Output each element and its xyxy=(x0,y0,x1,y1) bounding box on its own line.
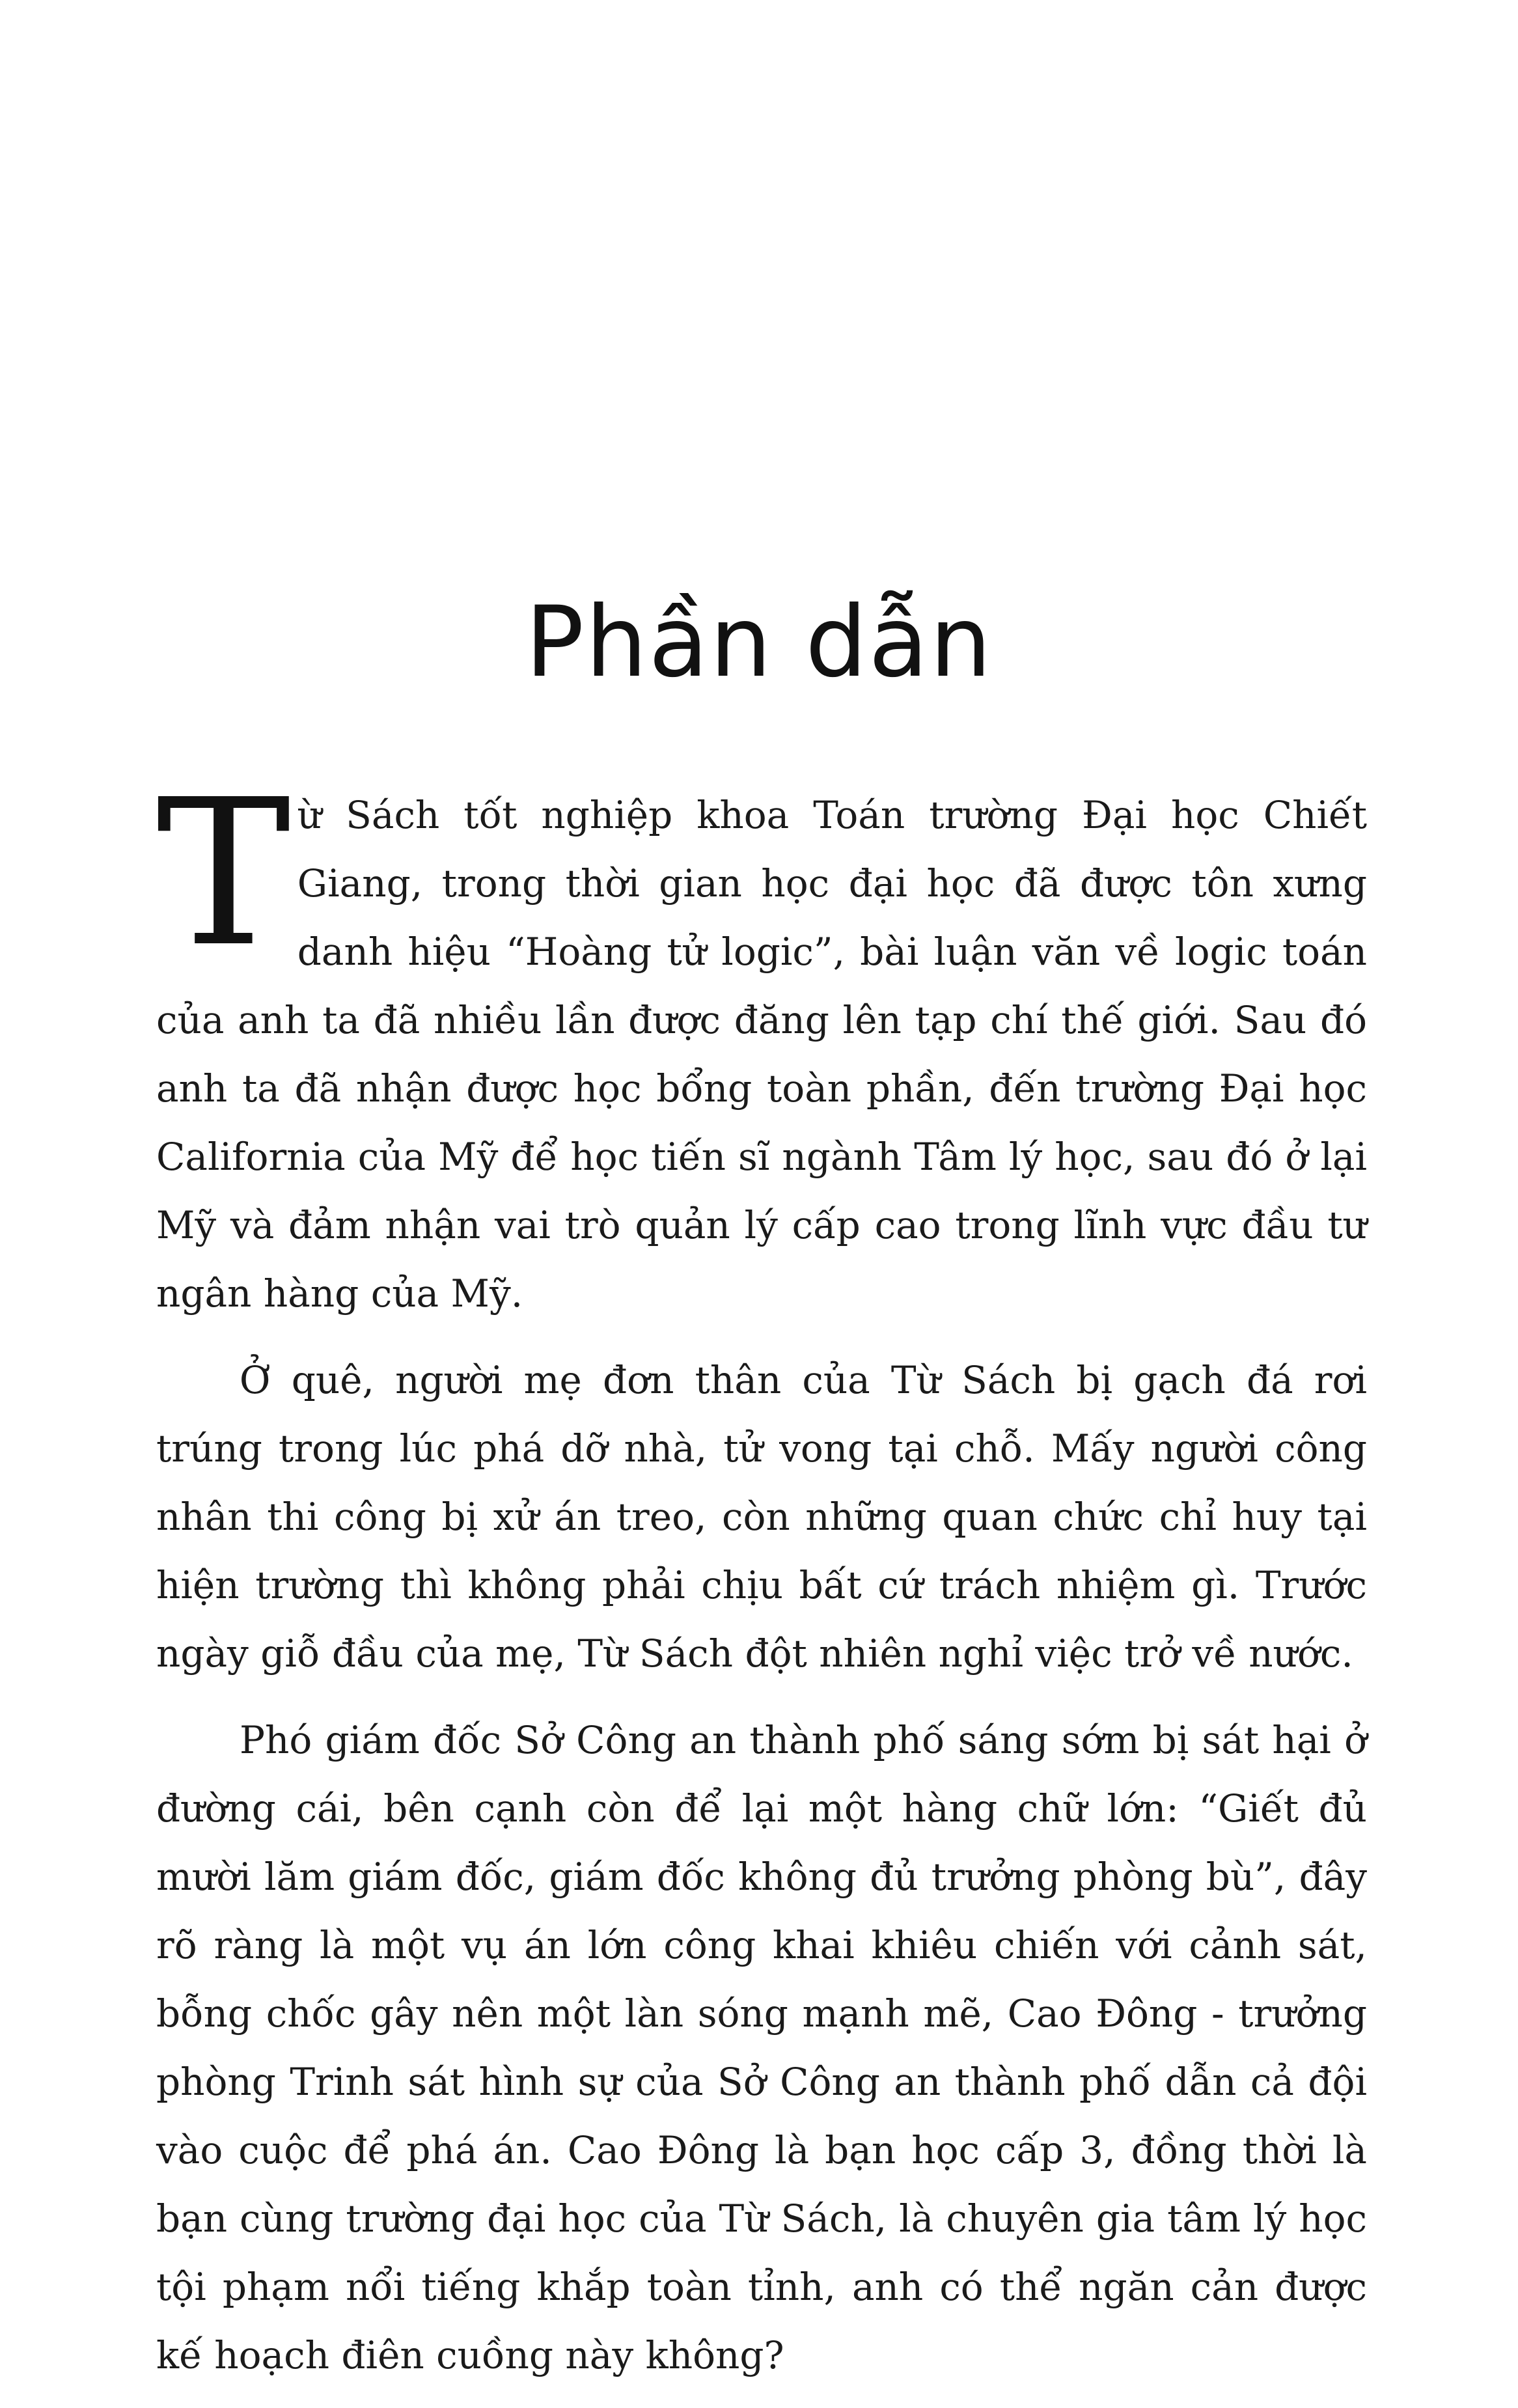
chapter-title: Phần dẫn xyxy=(525,586,993,699)
drop-cap: T xyxy=(156,756,291,991)
body-text xyxy=(156,756,1367,2408)
paragraph-1-text: ừ Sách tốt nghiệp khoa Toán trường Đại học Chiết Giang, trong thời gian học đại học đã được tôn xưng danh hiệu “Hoàng tử logic”, bài luận văn về logic toán của anh ta đã nhiều lần được đăng lên tạp chí thế giới. Sau đó anh ta đã nhận được học bổng toàn phần, đến trường Đại học California của Mỹ để học tiến sĩ ngành Tâm lý học, sau đó ở lại Mỹ và đảm nhận vai trò quản lý cấp cao trong lĩnh vực đầu tư ngân hàng của Mỹ. xyxy=(156,793,1367,1316)
paragraph-2: Ở quê, người mẹ đơn thân của Từ Sách bị gạch đá rơi trúng trong lúc phá dỡ nhà, tử vong tại chỗ. Mấy người công nhân thi công bị xử án treo, còn những quan chức chỉ huy tại hiện trường thì không phải chịu bất cứ trách nhiệm gì. Trước ngày giỗ đầu của mẹ, Từ Sách đột nhiên nghỉ việc trở về nước. xyxy=(156,1358,1367,1676)
paragraph-1 xyxy=(156,756,1367,1328)
paragraph-3: Phó giám đốc Sở Công an thành phố sáng sớm bị sát hại ở đường cái, bên cạnh còn để lại một hàng chữ lớn: “Giết đủ mười lăm giám đốc, giám đốc không đủ trưởng phòng bù”, đây rõ ràng là một vụ án lớn công khai khiêu chiến với cảnh sát, bỗng chốc gây nên một làn sóng mạnh mẽ, Cao Đông - trưởng phòng Trinh sát hình sự của Sở Công an thành phố dẫn cả đội vào cuộc để phá án. Cao Đông là bạn học cấp 3, đồng thời là bạn cùng trường đại học của Từ Sách, là chuyên gia tâm lý học tội phạm nổi tiếng khắp toàn tỉnh, anh có thể ngăn cản được kế hoạch điên cuồng này không? xyxy=(156,1718,1367,2377)
